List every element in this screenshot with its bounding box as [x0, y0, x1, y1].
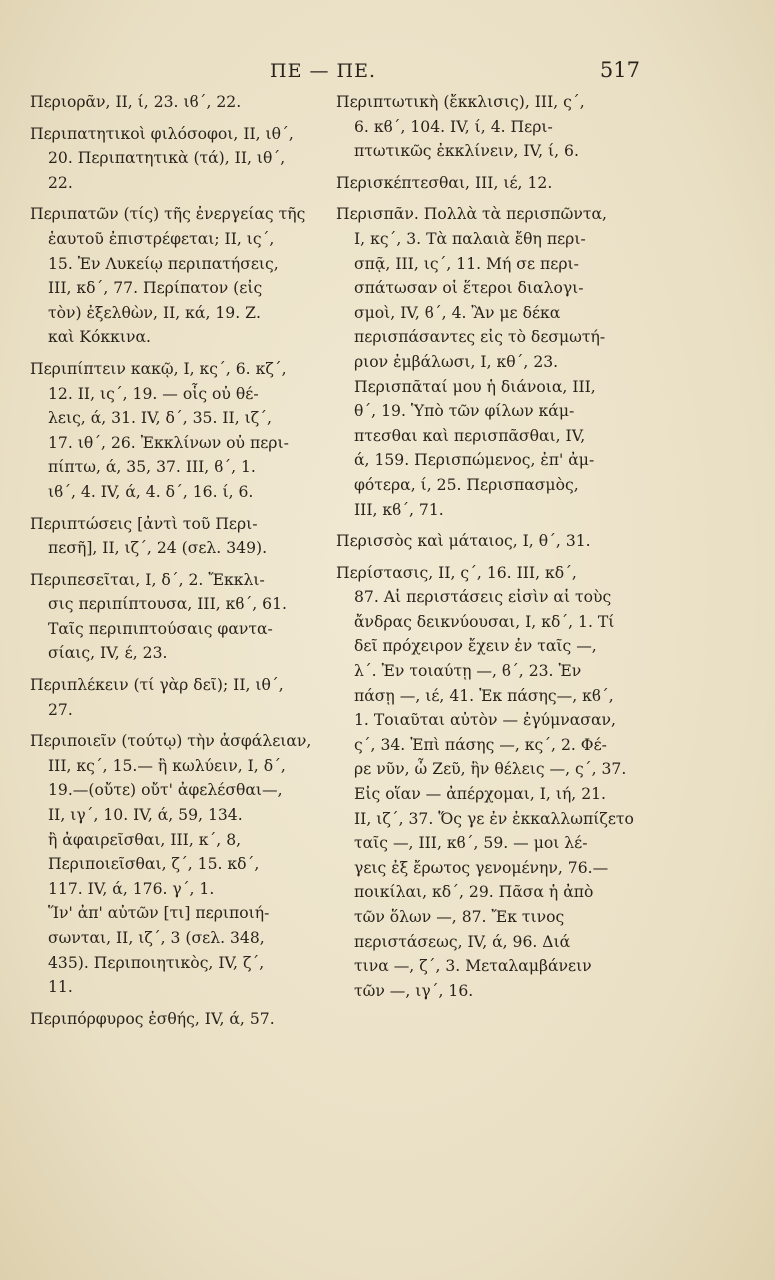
entry-continuation-line: θ΄, 19. Ὑπὸ τῶν φίλων κάμ- — [354, 402, 575, 421]
index-entry — [30, 90, 325, 115]
entry-continuation-line: καὶ Κόκκινα. — [48, 328, 151, 347]
entry-headword-line: Περίστασις, II, ς΄, 16. III, κδ΄, — [336, 563, 577, 582]
index-entry — [336, 529, 641, 554]
entry-continuation-line: 117. IV, ά, 176. γ΄, 1. — [48, 879, 215, 898]
entry-continuation-line: 11. — [48, 978, 73, 997]
entry-continuation-line: λεις, ά, 31. IV, δ΄, 35. II, ιζ΄, — [48, 409, 272, 428]
entry-continuation-line: σίαις, IV, έ, 23. — [48, 644, 168, 663]
right-column — [336, 90, 641, 1010]
entry-headword-line: Περισπᾶν. Πολλὰ τὰ περισπῶντα, — [336, 205, 607, 224]
index-entry — [30, 357, 325, 505]
entry-continuation-line: σπᾷ, III, ις΄, 11. Μή σε περι- — [354, 254, 579, 273]
entry-continuation-line: πίπτω, ά, 35, 37. III, ϐ΄, 1. — [48, 458, 256, 477]
entry-continuation-line: 22. — [48, 173, 73, 192]
index-entry — [336, 171, 641, 196]
entry-continuation-line: ἑαυτοῦ ἐπιστρέφεται; II, ις΄, — [48, 229, 275, 248]
page-header — [0, 58, 775, 88]
entry-continuation-line: III, κς΄, 15.— ἢ κωλύειν, I, δ΄, — [48, 756, 286, 775]
index-entry — [30, 202, 325, 350]
entry-headword-line: Περιπατῶν (τίς) τῆς ἐνεργείας τῆς — [30, 205, 306, 224]
index-entry — [336, 561, 641, 1004]
entry-continuation-line: Εἰς οἵαν — ἀπέρχομαι, I, ιή, 21. — [354, 785, 607, 804]
entry-continuation-line: πτωτικῶς ἐκκλίνειν, IV, ί, 6. — [354, 142, 579, 161]
entry-continuation-line: τὸν) ἐξελθὼν, II, κά, 19. Ζ. — [48, 303, 261, 322]
index-entry — [30, 568, 325, 666]
page-number: 517 — [599, 58, 640, 82]
entry-headword-line: Περιπτωτικὴ (ἔκκλισις), III, ς΄, — [336, 93, 585, 111]
entry-continuation-line: πεσῆ], II, ιζ΄, 24 (σελ. 349). — [48, 539, 268, 558]
entry-continuation-line: III, κδ΄, 77. Περίπατον (εἰς — [48, 279, 263, 298]
index-entry — [336, 90, 641, 164]
entry-continuation-line: φότερα, ί, 25. Περισπασμὸς, — [354, 475, 579, 494]
entry-continuation-line: II, ιγ΄, 10. IV, ά, 59, 134. — [48, 806, 243, 825]
entry-continuation-line: 1. Τοιαῦται αὐτὸν — ἐγύμνασαν, — [354, 711, 616, 730]
entry-continuation-line: σις περιπίπτουσα, III, κϐ΄, 61. — [48, 595, 287, 614]
entry-headword-line: Περιπεσεῖται, I, δ΄, 2. Ἔκκλι- — [30, 570, 265, 589]
entry-headword-line: Περιπτώσεις [ἀντὶ τοῦ Περι- — [30, 514, 258, 533]
entry-continuation-line: σπάτωσαν οἱ ἕτεροι διαλογι- — [354, 279, 584, 298]
entry-continuation-line: τινα —, ζ΄, 3. Μεταλαμβάνειν — [354, 957, 592, 976]
entry-headword-line: Περιποιεῖν (τούτῳ) τὴν ἀσφάλειαν, — [30, 732, 312, 751]
entry-continuation-line: 15. Ἐν Λυκείῳ περιπατήσεις, — [48, 254, 279, 273]
entry-continuation-line: 6. κϐ΄, 104. IV, ί, 4. Περι- — [354, 117, 553, 136]
entry-headword-line: Περισσὸς καὶ μάταιος, I, θ΄, 31. — [336, 532, 591, 551]
entry-continuation-line: δεῖ πρόχειρον ἔχειν ἐν ταῖς —, — [354, 637, 597, 656]
entry-continuation-line: III, κϐ΄, 71. — [354, 500, 444, 519]
entry-continuation-line: Περιποιεῖσθαι, ζ΄, 15. κδ΄, — [48, 855, 260, 874]
entry-continuation-line: τῶν ὅλων —, 87. Ἔκ τινος — [354, 908, 565, 926]
entry-headword-line: Περιπλέκειν (τί γὰρ δεῖ); II, ιθ΄, — [30, 676, 284, 695]
entry-continuation-line: Ταῖς περιπιπτούσαις φαντα- — [48, 619, 273, 638]
index-entry — [30, 1007, 325, 1032]
entry-headword-line: Περισκέπτεσθαι, III, ιέ, 12. — [336, 173, 553, 192]
index-entry — [30, 122, 325, 196]
entry-continuation-line: περισπάσαντες εἰς τὸ δεσμωτή- — [354, 328, 606, 347]
entry-continuation-line: ριον ἐμβάλωσι, I, κθ΄, 23. — [354, 352, 559, 371]
entry-continuation-line: 435). Περιποιητικὸς, IV, ζ΄, — [48, 953, 265, 972]
entry-continuation-line: ποικίλαι, κδ΄, 29. Πᾶσα ἡ ἀπὸ — [354, 883, 594, 902]
entry-continuation-line: Περισπᾶταί μου ἡ διάνοια, III, — [354, 377, 596, 396]
running-title: ΠΕ — ΠΕ. — [270, 60, 376, 82]
entry-headword-line: Περιπατητικοὶ φιλόσοφοι, II, ιθ΄, — [30, 124, 294, 143]
index-entry — [336, 202, 641, 522]
entry-continuation-line: ς΄, 34. Ἐπὶ πάσης —, κς΄, 2. Φέ- — [354, 735, 607, 754]
entry-continuation-line: 17. ιθ΄, 26. Ἐκκλίνων οὐ περι- — [48, 433, 289, 452]
entry-continuation-line: τῶν —, ιγ΄, 16. — [354, 981, 474, 1000]
index-entry — [30, 673, 325, 722]
entry-continuation-line: σμοὶ, IV, ϐ΄, 4. Ἂν με δέκα — [354, 303, 561, 322]
left-column — [30, 90, 325, 1038]
index-entry — [30, 729, 325, 1000]
entry-continuation-line: 27. — [48, 700, 73, 719]
entry-headword-line: Περιπίπτειν κακῷ, I, κς΄, 6. κζ΄, — [30, 359, 287, 378]
entry-continuation-line: περιστάσεως, IV, ά, 96. Διά — [354, 932, 571, 951]
entry-headword-line: Περιπόρφυρος ἐσθής, IV, ά, 57. — [30, 1009, 275, 1028]
index-entry — [30, 512, 325, 561]
entry-continuation-line: 12. II, ις΄, 19. — οἷς οὐ θέ- — [48, 384, 259, 403]
entry-continuation-line: πάσῃ —, ιέ, 41. Ἐκ πάσης—, κϐ΄, — [354, 686, 614, 705]
entry-continuation-line: ἄνδρας δεικνύουσαι, I, κδ΄, 1. Τί — [354, 612, 615, 631]
entry-continuation-line: λ΄. Ἐν τοιαύτῃ —, ϐ΄, 23. Ἐν — [354, 662, 582, 681]
entry-continuation-line: II, ιζ΄, 37. Ὅς γε ἐν ἐκκαλλωπίζετο — [354, 809, 634, 828]
entry-continuation-line: πτεσθαι καὶ περισπᾶσθαι, IV, — [354, 426, 586, 445]
entry-continuation-line: 19.—(οὔτε) οὔτ' ἀφελέσθαι—, — [48, 781, 283, 800]
entry-continuation-line: ταῖς —, III, κϐ΄, 59. — μοι λέ- — [354, 834, 588, 853]
entry-continuation-line: ρε νῦν, ὦ Ζεῦ, ἣν θέλεις —, ς΄, 37. — [354, 760, 627, 779]
entry-continuation-line: I, κς΄, 3. Τὰ παλαιὰ ἔθη περι- — [354, 229, 586, 248]
entry-headword-line: Περιορᾶν, II, ί, 23. ιϐ΄, 22. — [30, 93, 242, 111]
entry-continuation-line: γεις ἐξ ἔρωτος γενομένην, 76.— — [354, 858, 609, 877]
entry-continuation-line: 20. Περιπατητικὰ (τά), II, ιθ΄, — [48, 149, 286, 168]
entry-continuation-line: ά, 159. Περισπώμενος, ἐπ' ἀμ- — [354, 451, 595, 470]
entry-continuation-line: Ἵν' ἀπ' αὐτῶν [τι] περιποιή- — [48, 904, 270, 923]
entry-continuation-line: σωνται, II, ιζ΄, 3 (σελ. 348, — [48, 929, 265, 947]
entry-continuation-line: 87. Αἱ περιστάσεις εἰσὶν αἱ τοὺς — [354, 588, 612, 607]
entry-continuation-line: ιϐ΄, 4. IV, ά, 4. δ΄, 16. ί, 6. — [48, 482, 254, 501]
entry-continuation-line: ἢ ἀφαιρεῖσθαι, III, κ΄, 8, — [48, 830, 242, 849]
